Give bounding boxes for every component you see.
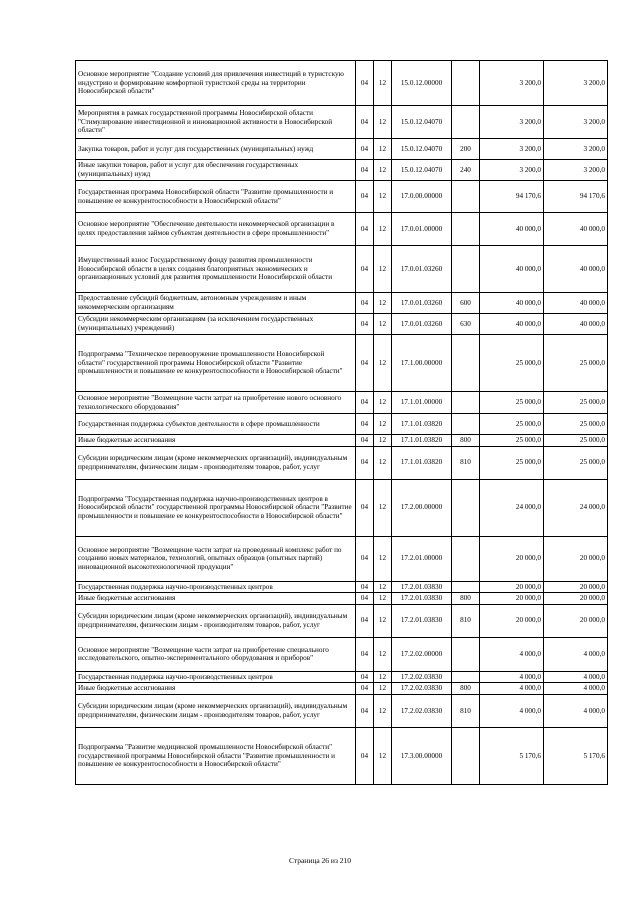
cell-expense-type: 810 — [452, 446, 480, 479]
cell-subsection: 12 — [374, 435, 392, 447]
cell-section: 04 — [356, 637, 374, 671]
cell-sum-year-2: 4 000,0 — [544, 694, 608, 727]
cell-name: Подпрограмма "Техническое перевооружение промышленности Новосибирской области" государственной программы Новосибирской области "Развитие промышленности и повышение ее конкурентоспособности в Новосибирской области" — [76, 335, 356, 392]
cell-target-article: 17.2.02.03830 — [392, 683, 452, 695]
budget-table — [75, 60, 608, 785]
cell-sum-year-1: 3 200,0 — [480, 106, 544, 139]
cell-sum-year-1: 3 200,0 — [480, 139, 544, 160]
cell-subsection: 12 — [374, 246, 392, 293]
cell-section: 04 — [356, 581, 374, 593]
cell-sum-year-1: 40 000,0 — [480, 293, 544, 314]
cell-section: 04 — [356, 435, 374, 447]
cell-name: Государственная поддержка субъектов деятельности в сфере промышленности — [76, 414, 356, 435]
cell-sum-year-1: 4 000,0 — [480, 694, 544, 727]
table-row — [76, 392, 608, 414]
cell-sum-year-2: 25 000,0 — [544, 392, 608, 414]
cell-sum-year-1: 20 000,0 — [480, 604, 544, 637]
table-row — [76, 160, 608, 181]
cell-name: Основное мероприятие "Возмещение части затрат на приобретение специального исследовательского, опытно-экспериментального оборудования и приборов" — [76, 637, 356, 671]
cell-sum-year-2: 4 000,0 — [544, 683, 608, 695]
cell-subsection: 12 — [374, 335, 392, 392]
cell-target-article: 17.2.02.03830 — [392, 671, 452, 683]
cell-sum-year-1: 20 000,0 — [480, 536, 544, 581]
cell-subsection: 12 — [374, 139, 392, 160]
cell-name: Субсидии юридическим лицам (кроме некоммерческих организаций), индивидуальным предпринимателям, физическим лицам - производителям товаров, работ, услуг — [76, 604, 356, 637]
cell-expense-type: 810 — [452, 604, 480, 637]
cell-name: Иные закупки товаров, работ и услуг для обеспечения государственных (муниципальных) нужд — [76, 160, 356, 181]
cell-target-article: 15.0.12.00000 — [392, 61, 452, 106]
table-row — [76, 694, 608, 727]
cell-section: 04 — [356, 446, 374, 479]
cell-sum-year-2: 40 000,0 — [544, 213, 608, 246]
table-row — [76, 637, 608, 671]
cell-subsection: 12 — [374, 581, 392, 593]
cell-expense-type: 800 — [452, 593, 480, 605]
cell-target-article: 17.1.01.03820 — [392, 435, 452, 447]
cell-expense-type — [452, 392, 480, 414]
cell-sum-year-2: 20 000,0 — [544, 581, 608, 593]
cell-name: Имущественный взнос Государственному фонду развития промышленности Новосибирской области в целях создания благоприятных экономических и организационных условий для развития промышленности Новосибирской области — [76, 246, 356, 293]
cell-target-article: 17.2.01.03830 — [392, 581, 452, 593]
cell-subsection: 12 — [374, 637, 392, 671]
table-row — [76, 581, 608, 593]
cell-name: Подпрограмма "Развитие медицинской промышленности Новосибирской области" государственной программы Новосибирской области "Развитие промышленности и повышение ее конкурентоспособности в Новосибирской области" — [76, 727, 356, 784]
cell-subsection: 12 — [374, 446, 392, 479]
table-row — [76, 536, 608, 581]
cell-section: 04 — [356, 293, 374, 314]
cell-subsection: 12 — [374, 314, 392, 335]
table-row — [76, 671, 608, 683]
cell-expense-type: 630 — [452, 314, 480, 335]
cell-subsection: 12 — [374, 392, 392, 414]
cell-sum-year-2: 40 000,0 — [544, 293, 608, 314]
cell-name: Подпрограмма "Государственная поддержка научно-производственных центров в Новосибирской области" государственной программы Новосибирской области "Развитие промышленности и повышение ее конкурентоспособности в Новосибирской области" — [76, 479, 356, 536]
cell-sum-year-1: 25 000,0 — [480, 392, 544, 414]
cell-target-article: 15.0.12.04070 — [392, 139, 452, 160]
cell-expense-type: 800 — [452, 683, 480, 695]
cell-section: 04 — [356, 335, 374, 392]
cell-section: 04 — [356, 160, 374, 181]
cell-target-article: 17.2.01.03830 — [392, 604, 452, 637]
cell-sum-year-2: 5 170,6 — [544, 727, 608, 784]
cell-subsection: 12 — [374, 61, 392, 106]
cell-sum-year-2: 94 170,6 — [544, 181, 608, 213]
cell-sum-year-1: 25 000,0 — [480, 435, 544, 447]
cell-name: Государственная поддержка научно-производственных центров — [76, 671, 356, 683]
cell-sum-year-2: 3 200,0 — [544, 61, 608, 106]
cell-expense-type — [452, 637, 480, 671]
cell-sum-year-2: 3 200,0 — [544, 106, 608, 139]
cell-subsection: 12 — [374, 213, 392, 246]
cell-target-article: 17.0.01.03260 — [392, 246, 452, 293]
cell-target-article: 17.1.01.03820 — [392, 414, 452, 435]
cell-expense-type — [452, 581, 480, 593]
cell-sum-year-1: 40 000,0 — [480, 246, 544, 293]
cell-sum-year-2: 4 000,0 — [544, 637, 608, 671]
cell-section: 04 — [356, 181, 374, 213]
cell-sum-year-2: 20 000,0 — [544, 593, 608, 605]
budget-table-body — [76, 61, 608, 785]
cell-subsection: 12 — [374, 593, 392, 605]
table-row — [76, 61, 608, 106]
cell-target-article: 15.0.12.04070 — [392, 106, 452, 139]
cell-sum-year-1: 25 000,0 — [480, 414, 544, 435]
cell-section: 04 — [356, 246, 374, 293]
cell-subsection: 12 — [374, 694, 392, 727]
cell-name: Субсидии юридическим лицам (кроме некоммерческих организаций), индивидуальным предпринимателям, физическим лицам - производителям товаров, работ, услуг — [76, 446, 356, 479]
table-row — [76, 435, 608, 447]
cell-name: Государственная поддержка научно-производственных центров — [76, 581, 356, 593]
cell-target-article: 17.2.02.00000 — [392, 637, 452, 671]
cell-expense-type — [452, 671, 480, 683]
cell-subsection: 12 — [374, 683, 392, 695]
cell-expense-type — [452, 479, 480, 536]
cell-sum-year-1: 40 000,0 — [480, 314, 544, 335]
cell-name: Иные бюджетные ассигнования — [76, 435, 356, 447]
cell-target-article: 17.1.01.00000 — [392, 392, 452, 414]
table-row — [76, 335, 608, 392]
cell-expense-type: 200 — [452, 139, 480, 160]
cell-target-article: 17.2.01.00000 — [392, 536, 452, 581]
cell-name: Основное мероприятие "Возмещение части затрат на проведенный комплекс работ по созданию новых материалов, технологий, опытных образцов (опытных партий) инновационной высокотехнологичной продукции" — [76, 536, 356, 581]
cell-section: 04 — [356, 314, 374, 335]
cell-name: Закупка товаров, работ и услуг для государственных (муниципальных) нужд — [76, 139, 356, 160]
cell-target-article: 17.0.01.03260 — [392, 293, 452, 314]
cell-sum-year-1: 3 200,0 — [480, 61, 544, 106]
cell-section: 04 — [356, 593, 374, 605]
table-row — [76, 213, 608, 246]
table-row — [76, 727, 608, 784]
cell-name: Основное мероприятие "Обеспечение деятельности некоммерческой организации в целях предоставления займов субъектам деятельности в сфере промышленности" — [76, 213, 356, 246]
cell-sum-year-2: 25 000,0 — [544, 446, 608, 479]
cell-sum-year-1: 20 000,0 — [480, 593, 544, 605]
cell-target-article: 17.2.01.03830 — [392, 593, 452, 605]
cell-sum-year-2: 25 000,0 — [544, 414, 608, 435]
table-row — [76, 593, 608, 605]
cell-sum-year-2: 24 000,0 — [544, 479, 608, 536]
cell-sum-year-2: 20 000,0 — [544, 536, 608, 581]
cell-section: 04 — [356, 106, 374, 139]
cell-section: 04 — [356, 683, 374, 695]
cell-sum-year-2: 25 000,0 — [544, 335, 608, 392]
cell-subsection: 12 — [374, 160, 392, 181]
cell-subsection: 12 — [374, 293, 392, 314]
cell-sum-year-2: 4 000,0 — [544, 671, 608, 683]
cell-target-article: 17.1.00.00000 — [392, 335, 452, 392]
cell-expense-type — [452, 335, 480, 392]
table-row — [76, 139, 608, 160]
table-row — [76, 479, 608, 536]
table-row — [76, 446, 608, 479]
cell-target-article: 17.3.00.00000 — [392, 727, 452, 784]
cell-section: 04 — [356, 61, 374, 106]
cell-sum-year-1: 4 000,0 — [480, 637, 544, 671]
cell-sum-year-1: 5 170,6 — [480, 727, 544, 784]
cell-sum-year-1: 40 000,0 — [480, 213, 544, 246]
cell-expense-type: 600 — [452, 293, 480, 314]
table-row — [76, 314, 608, 335]
table-row — [76, 106, 608, 139]
cell-sum-year-1: 94 170,6 — [480, 181, 544, 213]
cell-target-article: 17.0.00.00000 — [392, 181, 452, 213]
cell-sum-year-1: 25 000,0 — [480, 446, 544, 479]
cell-sum-year-2: 3 200,0 — [544, 139, 608, 160]
table-row — [76, 181, 608, 213]
page-number: Страница 26 из 210 — [288, 856, 352, 865]
cell-subsection: 12 — [374, 106, 392, 139]
cell-name: Предоставление субсидий бюджетным, автономным учреждениям и иным некоммерческим организациям — [76, 293, 356, 314]
cell-expense-type — [452, 106, 480, 139]
cell-subsection: 12 — [374, 414, 392, 435]
cell-section: 04 — [356, 213, 374, 246]
cell-sum-year-2: 25 000,0 — [544, 435, 608, 447]
cell-name: Государственная программа Новосибирской области "Развитие промышленности и повышение ее конкурентоспособности в Новосибирской области" — [76, 181, 356, 213]
cell-section: 04 — [356, 671, 374, 683]
cell-name: Субсидии некоммерческим организациям (за исключением государственных (муниципальных) учреждений) — [76, 314, 356, 335]
cell-sum-year-2: 20 000,0 — [544, 604, 608, 637]
cell-target-article: 17.0.01.00000 — [392, 213, 452, 246]
cell-subsection: 12 — [374, 536, 392, 581]
cell-sum-year-1: 3 200,0 — [480, 160, 544, 181]
cell-expense-type — [452, 536, 480, 581]
cell-target-article: 17.2.00.00000 — [392, 479, 452, 536]
cell-sum-year-2: 40 000,0 — [544, 314, 608, 335]
cell-expense-type: 810 — [452, 694, 480, 727]
cell-expense-type — [452, 414, 480, 435]
cell-sum-year-1: 25 000,0 — [480, 335, 544, 392]
cell-subsection: 12 — [374, 604, 392, 637]
cell-section: 04 — [356, 536, 374, 581]
cell-target-article: 17.2.02.03830 — [392, 694, 452, 727]
cell-section: 04 — [356, 694, 374, 727]
cell-expense-type — [452, 246, 480, 293]
cell-section: 04 — [356, 139, 374, 160]
cell-subsection: 12 — [374, 671, 392, 683]
cell-name: Основное мероприятие "Создание условий для привлечения инвестиций в туристскую индустрию и формирование комфортной туристской среды на территории Новосибирской области" — [76, 61, 356, 106]
cell-sum-year-1: 4 000,0 — [480, 683, 544, 695]
table-row — [76, 683, 608, 695]
cell-target-article: 15.0.12.04070 — [392, 160, 452, 181]
table-row — [76, 414, 608, 435]
cell-name: Субсидии юридическим лицам (кроме некоммерческих организаций), индивидуальным предпринимателям, физическим лицам - производителям товаров, работ, услуг — [76, 694, 356, 727]
table-row — [76, 293, 608, 314]
cell-subsection: 12 — [374, 479, 392, 536]
cell-section: 04 — [356, 479, 374, 536]
cell-target-article: 17.1.01.03820 — [392, 446, 452, 479]
cell-name: Иные бюджетные ассигнования — [76, 593, 356, 605]
cell-sum-year-2: 40 000,0 — [544, 246, 608, 293]
cell-sum-year-1: 4 000,0 — [480, 671, 544, 683]
cell-expense-type — [452, 727, 480, 784]
cell-expense-type: 800 — [452, 435, 480, 447]
cell-expense-type — [452, 61, 480, 106]
cell-sum-year-1: 24 000,0 — [480, 479, 544, 536]
cell-expense-type — [452, 181, 480, 213]
cell-sum-year-2: 3 200,0 — [544, 160, 608, 181]
cell-section: 04 — [356, 727, 374, 784]
cell-subsection: 12 — [374, 181, 392, 213]
cell-name: Иные бюджетные ассигнования — [76, 683, 356, 695]
cell-target-article: 17.0.01.03260 — [392, 314, 452, 335]
cell-name: Основное мероприятие "Возмещение части затрат на приобретение нового основного технологического оборудования" — [76, 392, 356, 414]
cell-subsection: 12 — [374, 727, 392, 784]
table-row — [76, 246, 608, 293]
table-row — [76, 604, 608, 637]
cell-name: Мероприятия в рамках государственной программы Новосибирской области "Стимулирование инвестиционной и инновационной активности в Новосибирской области" — [76, 106, 356, 139]
cell-expense-type — [452, 213, 480, 246]
cell-expense-type: 240 — [452, 160, 480, 181]
cell-section: 04 — [356, 392, 374, 414]
cell-sum-year-1: 20 000,0 — [480, 581, 544, 593]
cell-section: 04 — [356, 604, 374, 637]
cell-section: 04 — [356, 414, 374, 435]
